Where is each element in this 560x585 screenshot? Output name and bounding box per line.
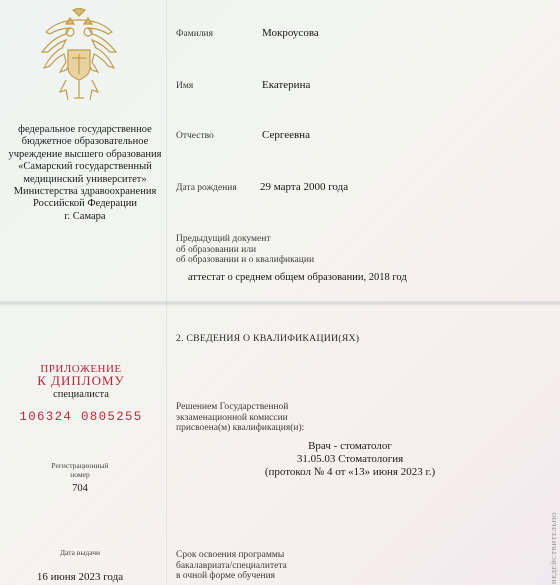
supplement-title-line2: К ДИПЛОМУ — [37, 373, 125, 388]
invalid-watermark-text: НЕДЕЙСТВИТЕЛЬНО — [551, 512, 558, 584]
qualification-block — [250, 440, 450, 479]
patronymic-label: Отчество — [176, 131, 214, 141]
section-2-title: 2. СВЕДЕНИЯ О КВАЛИФИКАЦИИ(ЯХ) — [176, 333, 360, 344]
org-line: «Самарский государственный — [18, 161, 152, 173]
issuing-organization — [0, 124, 170, 223]
birth-date-value: 29 марта 2000 года — [260, 181, 349, 193]
issue-date-value: 16 июня 2023 года — [36, 571, 124, 583]
first-name-value: Екатерина — [262, 79, 311, 91]
study-period-label: Срок освоения программы бакалавриата/специалитета в очной форме обучения — [176, 550, 287, 581]
commission-decision-label: Решением Государственной экзаменационной комиссии присвоена(м) квалификация(и): — [176, 402, 305, 433]
document-number: 106324 0805255 — [19, 410, 143, 424]
registration-number-value: 704 — [72, 483, 88, 494]
org-line: Российской Федерации — [33, 198, 137, 210]
previous-document-value: аттестат о среднем общем образовании, 2018 год — [188, 272, 407, 283]
coat-of-arms-emblem — [36, 8, 122, 106]
org-line: учреждение высшего образования — [8, 148, 162, 160]
degree-type: специалиста — [53, 389, 109, 400]
supplement-title-line1: ПРИЛОЖЕНИЕ — [40, 363, 122, 375]
org-line: Министерства здравоохранения — [13, 186, 157, 198]
surname-value: Мокроусова — [262, 27, 319, 39]
specialty-code: 31.05.03 Стоматология — [296, 453, 404, 465]
registration-number-label: Регистрационный номер — [51, 461, 109, 479]
protocol-reference: (протокол № 4 от «13» июня 2023 г.) — [264, 466, 436, 478]
birth-date-label: Дата рождения — [176, 183, 237, 193]
patronymic-value: Сергеевна — [262, 129, 310, 141]
issue-date-label: Дата выдачи — [59, 548, 101, 557]
paper-fold-crease — [0, 300, 560, 306]
qualification-title: Врач - стоматолог — [308, 440, 392, 452]
org-line: федеральное государственное — [18, 124, 152, 135]
first-name-label: Имя — [176, 81, 194, 91]
org-line: медицинский университет» — [23, 173, 147, 185]
page-divider — [166, 0, 167, 585]
previous-document-label: Предыдущий документ об образовании или об образовании и о квалификации — [176, 234, 315, 265]
org-line: г. Самара — [64, 210, 106, 222]
surname-label: Фамилия — [176, 29, 214, 39]
org-line: бюджетное образовательное — [21, 136, 149, 148]
